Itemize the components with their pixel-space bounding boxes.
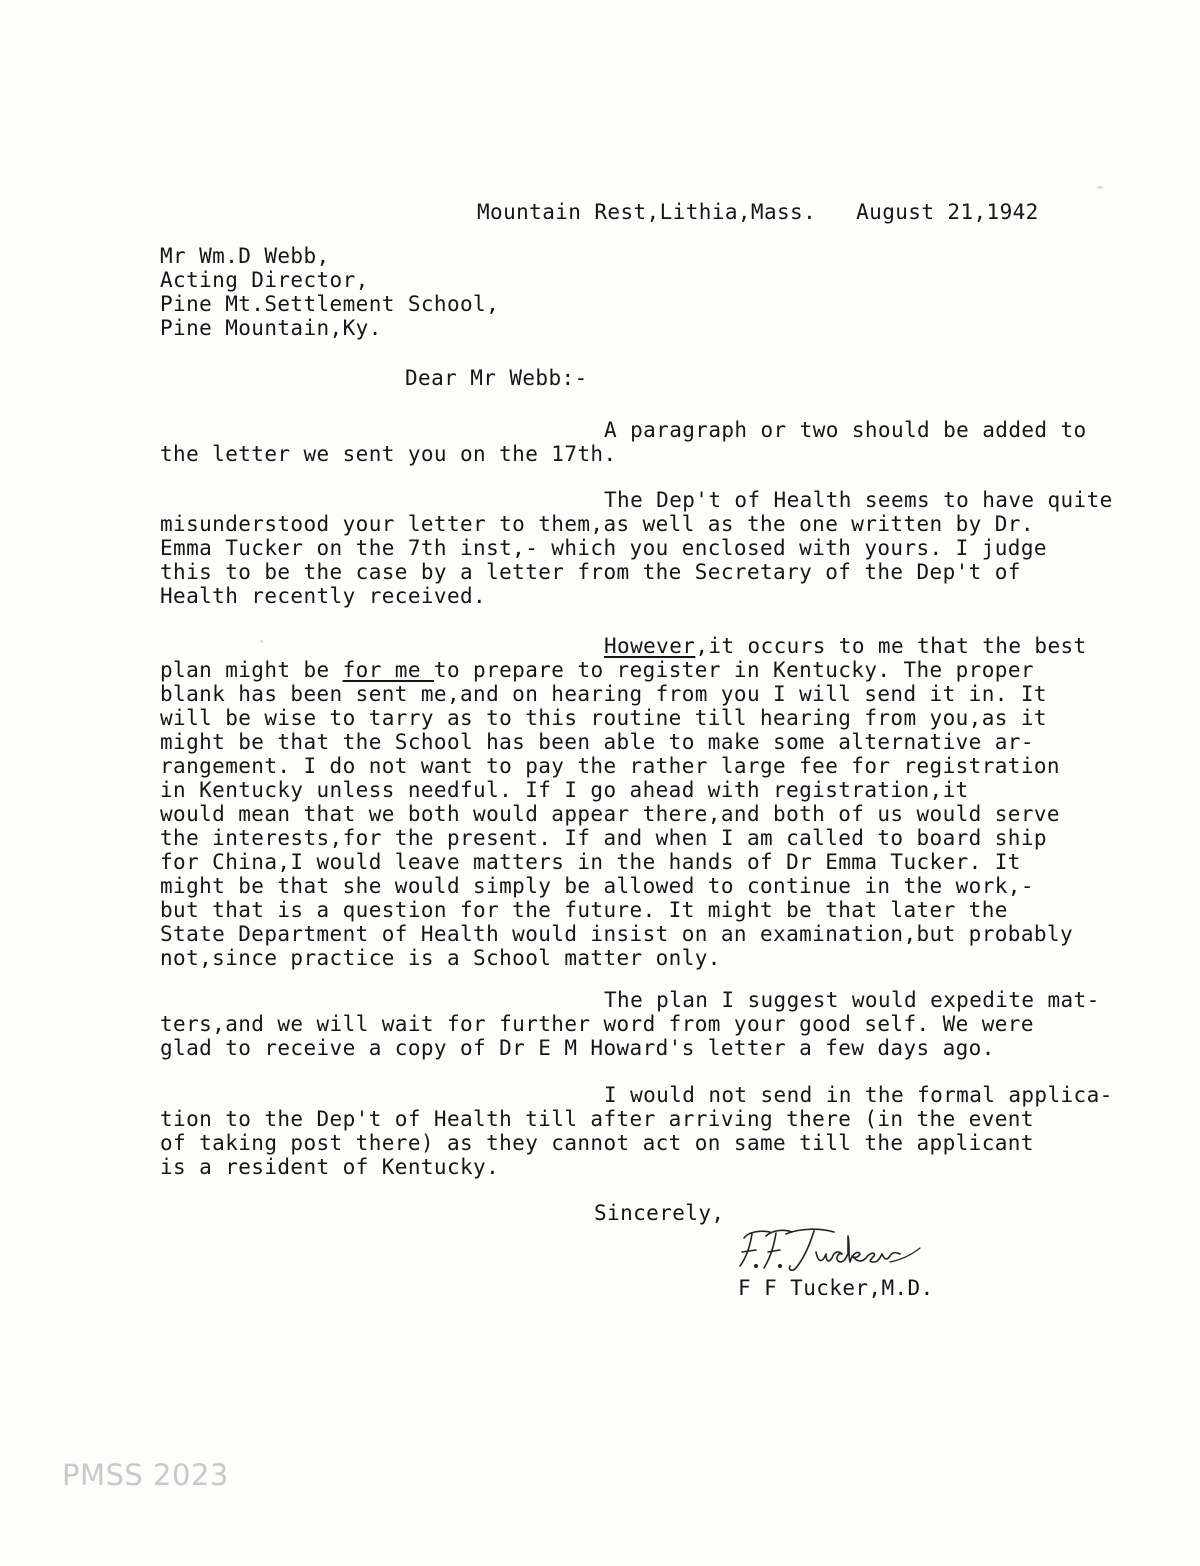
paragraph-3 — [160, 634, 1087, 970]
paragraph-line: State Department of Health would insist on an examination,but probably — [160, 922, 1074, 946]
paragraph-line: Emma Tucker on the 7th inst,- which you enclosed with yours. I judge — [160, 536, 1047, 560]
recipient-organization: Pine Mt.Settlement School, — [160, 292, 500, 316]
line-text: to prepare to register in Kentucky. The proper — [433, 658, 1034, 682]
recipient-location: Pine Mountain,Ky. — [160, 316, 382, 340]
paragraph-line: but that is a question for the future. It might be that later the — [160, 898, 1008, 922]
underlined-word-however: However — [604, 634, 696, 658]
paragraph-line: might be that she would simply be allowed to continue in the work,- — [160, 874, 1034, 898]
paragraph-line: might be that the School has been able to make some alternative ar- — [160, 730, 1034, 754]
paragraph-line: glad to receive a copy of Dr E M Howard's letter a few days ago. — [160, 1036, 995, 1060]
paragraph-line: of taking post there) as they cannot act on same till the applicant — [160, 1131, 1034, 1155]
heading-date: August 21,1942 — [856, 200, 1039, 224]
signer-name: F F Tucker,M.D. — [738, 1276, 934, 1300]
paragraph-line: A paragraph or two should be added to — [604, 418, 1087, 442]
salutation: Dear Mr Webb:- — [405, 366, 588, 390]
recipient-name: Mr Wm.D Webb, — [160, 244, 330, 268]
line-text: ,it occurs to me that the best — [695, 634, 1087, 658]
paragraph-line: blank has been sent me,and on hearing from you I will send it in. It — [160, 682, 1047, 706]
paragraph-line — [160, 658, 1087, 682]
letter-heading — [477, 200, 1039, 224]
recipient-address — [160, 244, 499, 340]
paragraph-line: The Dep't of Health seems to have quite — [604, 488, 1113, 512]
paragraph-line: will be wise to tarry as to this routine till hearing from you,as it — [160, 706, 1047, 730]
handwritten-signature — [730, 1222, 930, 1282]
scan-mark — [1097, 186, 1103, 189]
paragraph-line: is a resident of Kentucky. — [160, 1155, 500, 1179]
paragraph-line: the interests,for the present. If and when I am called to board ship — [160, 826, 1047, 850]
paragraph-line: Health recently received. — [160, 584, 487, 608]
paragraph-line: this to be the case by a letter from the Secretary of the Dep't of — [160, 560, 1021, 584]
scan-mark — [260, 640, 263, 643]
paragraph-2 — [160, 488, 1113, 608]
paragraph-line — [160, 634, 1087, 658]
heading-place: Mountain Rest,Lithia,Mass. — [477, 200, 817, 224]
paragraph-line: in Kentucky unless needful. If I go ahead with registration,it — [160, 778, 969, 802]
archive-watermark: PMSS 2023 — [62, 1458, 229, 1492]
paragraph-line: The plan I suggest would expedite mat- — [604, 988, 1100, 1012]
paragraph-line: misunderstood your letter to them,as well as the one written by Dr. — [160, 512, 1034, 536]
paragraph-line: the letter we sent you on the 17th. — [160, 442, 617, 466]
paragraph-line: ters,and we will wait for further word from your good self. We were — [160, 1012, 1034, 1036]
paragraph-line: not,since practice is a School matter only. — [160, 946, 721, 970]
paragraph-1 — [160, 418, 1087, 466]
paragraph-line: I would not send in the formal applica- — [604, 1083, 1113, 1107]
paragraph-4 — [160, 988, 1100, 1060]
paragraph-line: rangement. I do not want to pay the rather large fee for registration — [160, 754, 1060, 778]
underlined-phrase-for-me: for me — [342, 658, 434, 682]
paragraph-line: tion to the Dep't of Health till after arriving there (in the event — [160, 1107, 1034, 1131]
paragraph-5 — [160, 1083, 1113, 1179]
paragraph-line: for China,I would leave matters in the hands of Dr Emma Tucker. It — [160, 850, 1021, 874]
closing: Sincerely, — [594, 1201, 725, 1225]
recipient-title: Acting Director, — [160, 268, 369, 292]
paragraph-line: would mean that we both would appear there,and both of us would serve — [160, 802, 1060, 826]
line-text: plan might be — [160, 658, 343, 682]
